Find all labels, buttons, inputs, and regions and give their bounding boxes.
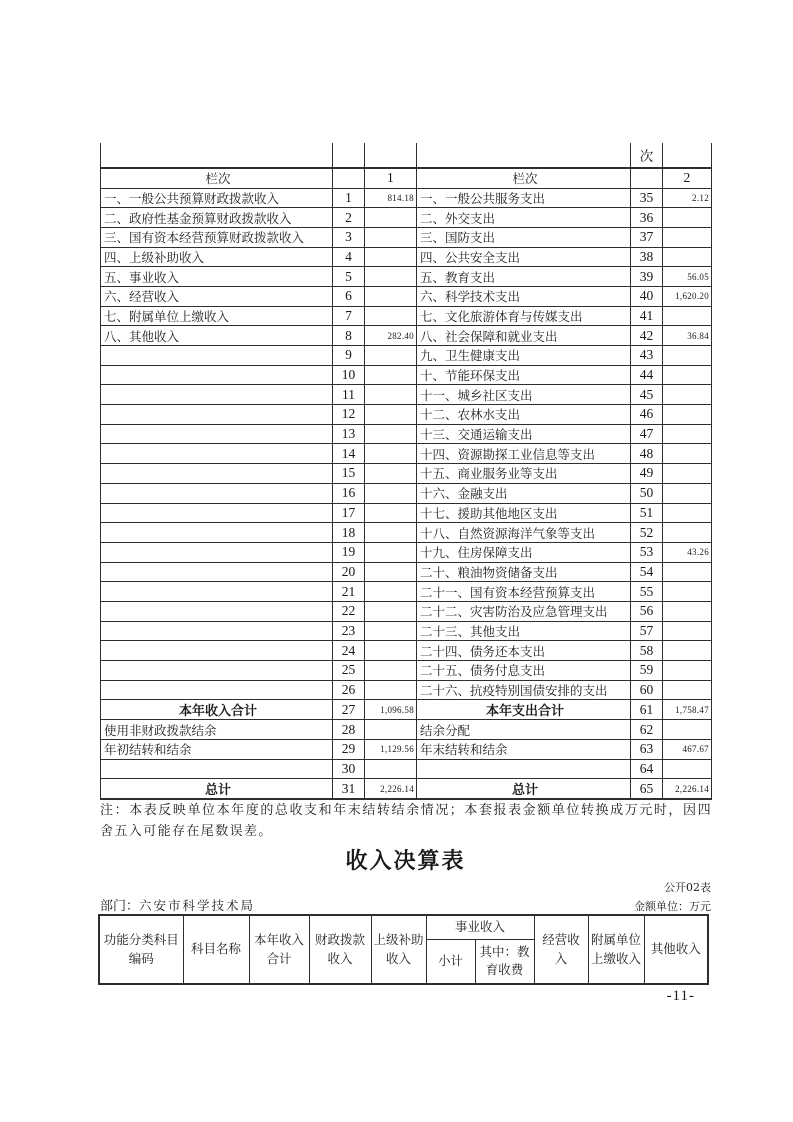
row-num-right: 36 xyxy=(631,208,663,228)
row-label-right: 二十二、灾害防治及应急管理支出 xyxy=(417,601,631,621)
row-label-right: 十四、资源勘探工业信息等支出 xyxy=(417,444,631,464)
row-num-right: 38 xyxy=(631,247,663,267)
row-num-right: 55 xyxy=(631,582,663,602)
row-value-left: 1,129.56 xyxy=(365,740,417,760)
table-row xyxy=(101,582,712,602)
row-label-left xyxy=(101,562,333,582)
table-row xyxy=(101,326,712,346)
row-value-right xyxy=(663,365,712,385)
row-value-right xyxy=(663,621,712,641)
row-num-right: 46 xyxy=(631,405,663,425)
row-label-right: 十、节能环保支出 xyxy=(417,365,631,385)
col-total-income: 本年收入合计 xyxy=(249,915,309,984)
table-row xyxy=(101,641,712,661)
row-label-left xyxy=(101,503,333,523)
row-value-left xyxy=(365,759,417,779)
row-label-left: 总计 xyxy=(101,779,333,800)
row-num-left: 10 xyxy=(333,365,365,385)
row-value-right: 56.05 xyxy=(663,267,712,287)
row-value-right xyxy=(663,759,712,779)
row-label-right: 十二、农林水支出 xyxy=(417,405,631,425)
table-row xyxy=(101,483,712,503)
row-value-right xyxy=(663,247,712,267)
row-value-right: 1,758.47 xyxy=(663,700,712,720)
row-value-right xyxy=(663,680,712,700)
row-value-right xyxy=(663,562,712,582)
column-number-right: 2 xyxy=(663,168,712,188)
row-value-left xyxy=(365,661,417,681)
table-row xyxy=(101,720,712,740)
row-label-right: 七、文化旅游体育与传媒支出 xyxy=(417,306,631,326)
column-header-left: 栏次 xyxy=(101,168,333,188)
row-num-right: 56 xyxy=(631,601,663,621)
row-label-left xyxy=(101,464,333,484)
carryover-row xyxy=(101,143,712,168)
row-value-right xyxy=(663,306,712,326)
row-value-left xyxy=(365,483,417,503)
row-num-left: 11 xyxy=(333,385,365,405)
table-row xyxy=(101,503,712,523)
row-value-right xyxy=(663,385,712,405)
row-label-right: 八、社会保障和就业支出 xyxy=(417,326,631,346)
table-row xyxy=(101,227,712,247)
balance-sheet-table xyxy=(100,143,712,800)
row-num-right: 50 xyxy=(631,483,663,503)
row-num-left: 17 xyxy=(333,503,365,523)
row-num-right: 48 xyxy=(631,444,663,464)
department-name: 六安市科学技术局 xyxy=(139,898,256,913)
balance-table-tbody xyxy=(101,143,712,799)
col-fiscal-appropriation: 财政拨款收入 xyxy=(309,915,371,984)
row-num-right: 39 xyxy=(631,267,663,287)
row-value-right xyxy=(663,720,712,740)
table-row xyxy=(101,405,712,425)
table-row xyxy=(101,661,712,681)
row-value-left xyxy=(365,424,417,444)
row-num-right: 52 xyxy=(631,523,663,543)
col-group-business-income: 事业收入 xyxy=(426,915,534,939)
row-num-right: 64 xyxy=(631,759,663,779)
row-num-left: 9 xyxy=(333,346,365,366)
row-value-left xyxy=(365,267,417,287)
row-value-left xyxy=(365,503,417,523)
row-label-left xyxy=(101,483,333,503)
row-label-left xyxy=(101,542,333,562)
carryover-left-value xyxy=(365,143,417,168)
row-value-right xyxy=(663,503,712,523)
col-subtotal: 小计 xyxy=(426,939,475,984)
row-num-right: 42 xyxy=(631,326,663,346)
table-code: 公开02表 xyxy=(664,881,711,894)
table-row xyxy=(101,286,712,306)
row-label-left: 八、其他收入 xyxy=(101,326,333,346)
row-value-left xyxy=(365,444,417,464)
column-header-row xyxy=(101,168,712,188)
table-row xyxy=(101,208,712,228)
row-value-left xyxy=(365,464,417,484)
row-label-right: 二、外交支出 xyxy=(417,208,631,228)
row-num-left: 21 xyxy=(333,582,365,602)
row-num-left: 1 xyxy=(333,188,365,208)
row-value-left xyxy=(365,680,417,700)
row-num-right: 54 xyxy=(631,562,663,582)
row-num-left: 6 xyxy=(333,286,365,306)
row-label-left: 使用非财政拨款结余 xyxy=(101,720,333,740)
carryover-right-label xyxy=(417,143,631,168)
row-value-left xyxy=(365,601,417,621)
row-num-left: 27 xyxy=(333,700,365,720)
row-value-right xyxy=(663,444,712,464)
row-num-left: 31 xyxy=(333,779,365,800)
income-table-title: 收入决算表 xyxy=(345,849,466,874)
amount-unit-label: 金额单位：万元 xyxy=(634,900,711,913)
row-label-left xyxy=(101,346,333,366)
col-subject-name: 科目名称 xyxy=(183,915,249,984)
row-label-left xyxy=(101,523,333,543)
row-num-right: 63 xyxy=(631,740,663,760)
row-label-right: 十五、商业服务业等支出 xyxy=(417,464,631,484)
row-label-right: 四、公共安全支出 xyxy=(417,247,631,267)
row-label-right: 本年支出合计 xyxy=(417,700,631,720)
table-row xyxy=(101,523,712,543)
table-row xyxy=(101,759,712,779)
row-label-left xyxy=(101,601,333,621)
row-num-right: 60 xyxy=(631,680,663,700)
row-value-left: 814.18 xyxy=(365,188,417,208)
row-label-right: 三、国防支出 xyxy=(417,227,631,247)
row-num-right: 43 xyxy=(631,346,663,366)
col-affiliated-income: 附属单位上缴收入 xyxy=(588,915,644,984)
col-operating-income: 经营收入 xyxy=(534,915,588,984)
row-label-right: 二十五、债务付息支出 xyxy=(417,661,631,681)
row-num-left: 3 xyxy=(333,227,365,247)
table-row xyxy=(101,365,712,385)
row-value-left: 282.40 xyxy=(365,326,417,346)
row-label-right: 十六、金融支出 xyxy=(417,483,631,503)
row-num-left: 29 xyxy=(333,740,365,760)
row-num-right: 57 xyxy=(631,621,663,641)
row-value-right xyxy=(663,227,712,247)
table-row xyxy=(101,464,712,484)
row-label-left: 四、上级补助收入 xyxy=(101,247,333,267)
row-num-left: 24 xyxy=(333,641,365,661)
row-num-left: 15 xyxy=(333,464,365,484)
row-value-left: 1,096.58 xyxy=(365,700,417,720)
row-label-left xyxy=(101,424,333,444)
row-value-left xyxy=(365,582,417,602)
row-value-left xyxy=(365,641,417,661)
table-row xyxy=(101,601,712,621)
table-note: 注：本表反映单位本年度的总收支和年末结转结余情况；本套报表金额单位转换成万元时，因四舍五入可能存在尾数误差。 xyxy=(100,803,712,839)
table-row xyxy=(101,740,712,760)
row-value-right xyxy=(663,661,712,681)
row-num-right: 61 xyxy=(631,700,663,720)
row-label-left: 年初结转和结余 xyxy=(101,740,333,760)
row-num-left: 18 xyxy=(333,523,365,543)
row-value-right xyxy=(663,601,712,621)
row-num-left: 12 xyxy=(333,405,365,425)
row-label-right: 十七、援助其他地区支出 xyxy=(417,503,631,523)
row-value-right xyxy=(663,641,712,661)
row-label-right: 十九、住房保障支出 xyxy=(417,542,631,562)
column-header-right-rownum xyxy=(631,168,663,188)
row-label-right: 十八、自然资源海洋气象等支出 xyxy=(417,523,631,543)
row-num-left: 20 xyxy=(333,562,365,582)
table-row xyxy=(101,621,712,641)
department-label: 部门： xyxy=(100,899,140,914)
row-label-right: 六、科学技术支出 xyxy=(417,286,631,306)
row-value-right: 2.12 xyxy=(663,188,712,208)
row-label-left: 一、一般公共预算财政拨款收入 xyxy=(101,188,333,208)
row-num-right: 58 xyxy=(631,641,663,661)
table-row xyxy=(101,700,712,720)
carryover-left-rownum xyxy=(333,143,365,168)
row-num-left: 28 xyxy=(333,720,365,740)
row-label-left xyxy=(101,582,333,602)
row-num-left: 13 xyxy=(333,424,365,444)
carryover-left-label xyxy=(101,143,333,168)
table-row xyxy=(101,444,712,464)
table-meta-row xyxy=(100,895,711,914)
row-value-left xyxy=(365,621,417,641)
row-num-left: 8 xyxy=(333,326,365,346)
row-label-left xyxy=(101,405,333,425)
row-num-left: 2 xyxy=(333,208,365,228)
row-value-right xyxy=(663,464,712,484)
row-value-right: 43.26 xyxy=(663,542,712,562)
row-value-left xyxy=(365,523,417,543)
row-num-left: 22 xyxy=(333,601,365,621)
row-value-left xyxy=(365,286,417,306)
table-row xyxy=(101,247,712,267)
row-label-right: 十三、交通运输支出 xyxy=(417,424,631,444)
row-label-left: 五、事业收入 xyxy=(101,267,333,287)
table-row xyxy=(101,562,712,582)
row-label-right: 二十四、债务还本支出 xyxy=(417,641,631,661)
row-label-left: 三、国有资本经营预算财政拨款收入 xyxy=(101,227,333,247)
row-label-right: 二十、粮油物资储备支出 xyxy=(417,562,631,582)
row-value-right xyxy=(663,483,712,503)
income-header-row-1 xyxy=(99,915,708,939)
row-label-right: 结余分配 xyxy=(417,720,631,740)
row-value-right: 467.67 xyxy=(663,740,712,760)
row-num-right: 40 xyxy=(631,286,663,306)
row-label-left xyxy=(101,759,333,779)
row-value-left xyxy=(365,306,417,326)
table-row xyxy=(101,542,712,562)
row-label-right: 五、教育支出 xyxy=(417,267,631,287)
row-label-right: 二十三、其他支出 xyxy=(417,621,631,641)
row-label-right: 年末结转和结余 xyxy=(417,740,631,760)
row-num-left: 16 xyxy=(333,483,365,503)
column-number-left: 1 xyxy=(365,168,417,188)
row-value-left xyxy=(365,562,417,582)
row-value-right: 2,226.14 xyxy=(663,779,712,800)
table-row xyxy=(101,680,712,700)
row-num-right: 53 xyxy=(631,542,663,562)
table-row xyxy=(101,385,712,405)
row-num-left: 30 xyxy=(333,759,365,779)
carryover-rownum-header: 次 xyxy=(631,143,663,168)
row-num-right: 49 xyxy=(631,464,663,484)
row-value-right xyxy=(663,346,712,366)
row-value-left xyxy=(365,365,417,385)
row-label-left xyxy=(101,661,333,681)
row-value-right xyxy=(663,582,712,602)
row-label-right xyxy=(417,759,631,779)
row-num-right: 51 xyxy=(631,503,663,523)
row-label-left xyxy=(101,365,333,385)
row-num-right: 45 xyxy=(631,385,663,405)
row-value-left xyxy=(365,720,417,740)
row-label-left: 六、经营收入 xyxy=(101,286,333,306)
page-number: -11- xyxy=(666,988,695,1004)
row-label-right: 二十六、抗疫特别国债安排的支出 xyxy=(417,680,631,700)
row-num-right: 47 xyxy=(631,424,663,444)
row-num-right: 44 xyxy=(631,365,663,385)
row-num-left: 4 xyxy=(333,247,365,267)
row-label-left: 本年收入合计 xyxy=(101,700,333,720)
column-header-left-rownum xyxy=(333,168,365,188)
row-num-left: 5 xyxy=(333,267,365,287)
row-label-right: 总计 xyxy=(417,779,631,800)
row-value-right xyxy=(663,424,712,444)
table-row xyxy=(101,779,712,800)
row-label-left: 二、政府性基金预算财政拨款收入 xyxy=(101,208,333,228)
column-header-right: 栏次 xyxy=(417,168,631,188)
table-row xyxy=(101,346,712,366)
row-label-right: 九、卫生健康支出 xyxy=(417,346,631,366)
col-other-income: 其他收入 xyxy=(644,915,708,984)
row-label-left: 七、附属单位上缴收入 xyxy=(101,306,333,326)
table-row xyxy=(101,306,712,326)
row-label-right: 一、一般公共服务支出 xyxy=(417,188,631,208)
row-value-left xyxy=(365,208,417,228)
row-value-right: 1,620.20 xyxy=(663,286,712,306)
row-label-left xyxy=(101,680,333,700)
row-value-left xyxy=(365,385,417,405)
department xyxy=(100,895,255,914)
table-row xyxy=(101,188,712,208)
row-value-left xyxy=(365,247,417,267)
row-num-right: 65 xyxy=(631,779,663,800)
row-num-left: 25 xyxy=(333,661,365,681)
row-num-right: 62 xyxy=(631,720,663,740)
row-value-left xyxy=(365,227,417,247)
row-label-right: 二十一、国有资本经营预算支出 xyxy=(417,582,631,602)
row-label-left xyxy=(101,641,333,661)
col-func-code: 功能分类科目编码 xyxy=(99,915,183,984)
row-num-left: 14 xyxy=(333,444,365,464)
table-row xyxy=(101,267,712,287)
carryover-right-value xyxy=(663,143,712,168)
row-value-left xyxy=(365,346,417,366)
row-label-left xyxy=(101,621,333,641)
table-row xyxy=(101,424,712,444)
row-num-left: 19 xyxy=(333,542,365,562)
row-label-left xyxy=(101,444,333,464)
col-superior-subsidy: 上级补助收入 xyxy=(371,915,426,984)
row-value-left: 2,226.14 xyxy=(365,779,417,800)
col-education-fee: 其中：教育收费 xyxy=(475,939,534,984)
row-value-right xyxy=(663,405,712,425)
row-num-left: 23 xyxy=(333,621,365,641)
row-label-left xyxy=(101,385,333,405)
row-value-right xyxy=(663,208,712,228)
income-table-header xyxy=(98,914,709,985)
row-value-left xyxy=(365,405,417,425)
row-label-right: 十一、城乡社区支出 xyxy=(417,385,631,405)
row-value-right xyxy=(663,523,712,543)
row-value-right: 36.84 xyxy=(663,326,712,346)
row-num-right: 37 xyxy=(631,227,663,247)
row-num-left: 7 xyxy=(333,306,365,326)
row-value-left xyxy=(365,542,417,562)
row-num-left: 26 xyxy=(333,680,365,700)
row-num-right: 35 xyxy=(631,188,663,208)
row-num-right: 59 xyxy=(631,661,663,681)
row-num-right: 41 xyxy=(631,306,663,326)
